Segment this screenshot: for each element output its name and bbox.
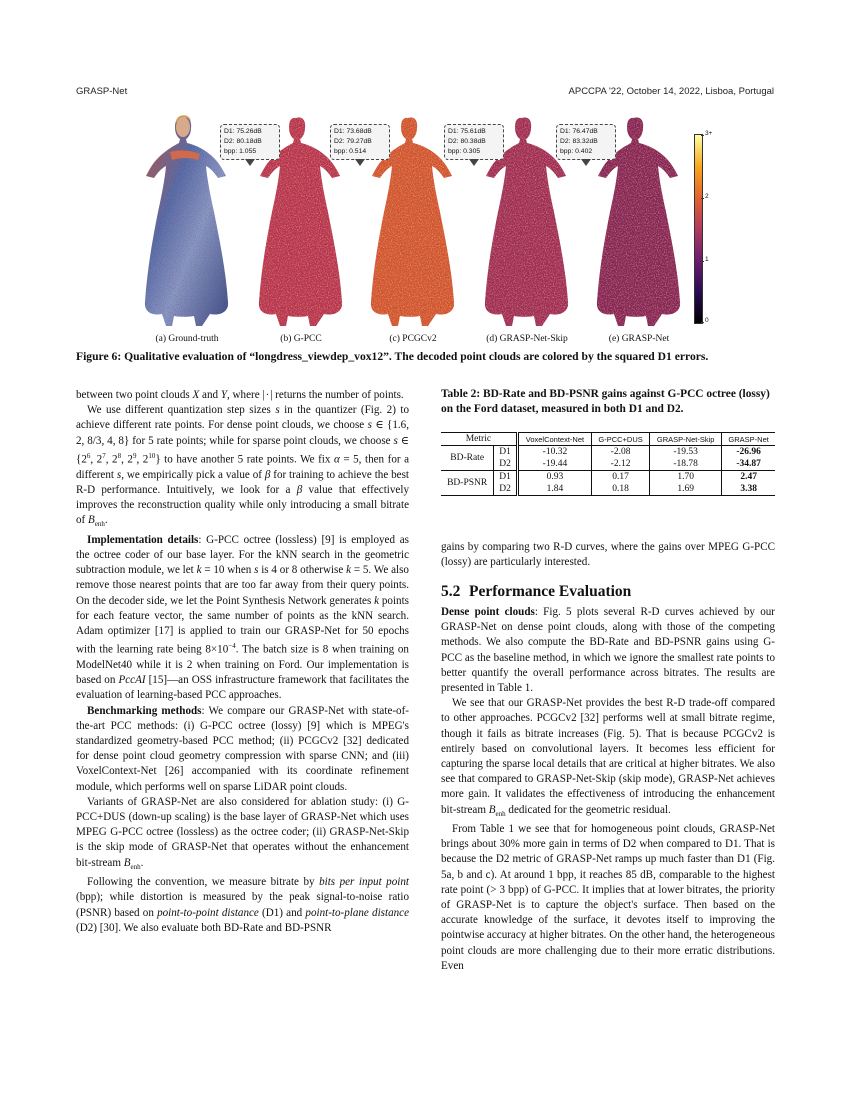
column-header: GRASP-Net xyxy=(722,433,775,446)
table-caption: Table 2: BD-Rate and BD-PSNR gains against G-PCC octree (lossy) on the Ford dataset, measured in both D1 and D2. xyxy=(441,388,770,415)
bd-gains-table xyxy=(441,432,775,496)
subcaption-e: (e) GRASP-Net xyxy=(608,334,670,344)
subcaption-b: (b) G-PCC xyxy=(280,334,322,344)
d2-value: D2: 83.32dB xyxy=(560,138,598,145)
table-cell: 0.17 xyxy=(592,471,650,484)
subcaption-c: (c) PCGCv2 xyxy=(389,334,437,344)
table-cell: 3.38 xyxy=(722,483,775,496)
bpp-value: bpp: 0.305 xyxy=(448,148,481,155)
figure-caption: Figure 6: Qualitative evaluation of “longdress_viewdep_vox12”. The decoded point clouds are colored by the squared D1 errors. xyxy=(76,350,709,363)
table-cell: -19.53 xyxy=(650,446,722,459)
right-column: Dense point clouds: Fig. 5 plots several R-D curves achieved by our GRASP-Net on dense point clouds, along with those of the competing methods. We also compute the BD-Rate and BD-PSNR gains using G-PCC as the baseline method, in which we ignore the smallest rate points to better quantify the overall performance across bitrates. The results are presented in Table 1. We see that our GRASP-Net provides the best R-D trade-off compared to other approaches. PCGCv2 [32] performs well at small bitrate regime, though it fails as bitrate increases (Fig. 5). That is because PCGCv2 is entirely based on convolutional layers. It becomes less efficient for capturing the sparse local details that are critical at higher bitrates. We also see that compared to GRASP-Net-Skip (skip mode), GRASP-Net achieves more gain. It validates the effectiveness of introducing the enhancement bit-stream $B_{enh}$ dedicated for the geometric residual. From Table 1 we see that for homogeneous point clouds, GRASP-Net brings about 30% more gain in terms of D2 when compared to D1. That is because the D2 metric of GRASP-Net ramps up much faster than D1 (Fig. 5a, b and c). At around 1 bpp, it reaches 85 dB, comparable to the highest rate point (> 3 bpp) of G-PCC. It implies that at lower bitrates, the priority of GRASP-Net is to capture the object's surface. Then based on the accurate knowledge of the surface, it devotes itself to improving the pointwise accuracy at higher bitrates. On the other hand, the heterogeneous point clouds are more challenging due to their more erratic distributions. Even xyxy=(441,606,775,972)
bpp-value: bpp: 0.402 xyxy=(560,148,593,155)
d2-value: D2: 79.27dB xyxy=(334,138,372,145)
section-heading xyxy=(441,583,631,601)
metrics-box-grasp-net-skip xyxy=(444,124,504,160)
table-cell: -10.32 xyxy=(517,446,591,459)
metrics-box-grasp-net xyxy=(556,124,616,160)
row-label: D2 xyxy=(494,483,517,496)
running-header-left: GRASP-Net xyxy=(76,86,128,97)
row-label: D1 xyxy=(494,446,517,459)
bpp-value: bpp: 1.055 xyxy=(224,148,257,155)
table-cell: -2.12 xyxy=(592,458,650,471)
table-cell: 1.69 xyxy=(650,483,722,496)
bpp-value: bpp: 0.514 xyxy=(334,148,367,155)
d2-value: D2: 80.18dB xyxy=(224,138,262,145)
table-cell: 2.47 xyxy=(722,471,775,484)
d1-value: D1: 75.26dB xyxy=(224,128,262,135)
d1-value: D1: 73.68dB xyxy=(334,128,372,135)
table-cell: -26.96 xyxy=(722,446,775,459)
group-label: BD-PSNR xyxy=(441,471,494,496)
row-label: D1 xyxy=(494,471,517,484)
right-column-top: gains by comparing two R-D curves, where the gains over MPEG G-PCC (lossy) are particularly interested. xyxy=(441,541,775,569)
subcaption-d: (d) GRASP-Net-Skip xyxy=(486,334,568,344)
table-cell: 0.18 xyxy=(592,483,650,496)
table-cell: 1.70 xyxy=(650,471,722,484)
d2-value: D2: 80.38dB xyxy=(448,138,486,145)
colorbar-tick: 1 xyxy=(705,256,709,263)
table-cell: -18.78 xyxy=(650,458,722,471)
error-colorbar xyxy=(694,134,703,324)
table-cell: -34.87 xyxy=(722,458,775,471)
table-cell: 0.93 xyxy=(517,471,591,484)
table-cell: 1.84 xyxy=(517,483,591,496)
metrics-box-gpcc xyxy=(220,124,280,160)
row-label: D2 xyxy=(494,458,517,471)
colorbar-tick: 3+ xyxy=(705,130,713,137)
column-header: VoxelContext-Net xyxy=(517,433,591,446)
group-label: BD-Rate xyxy=(441,446,494,471)
column-header: G-PCC+DUS xyxy=(592,433,650,446)
left-column: between two point clouds X and Y, where | · | returns the number of points. We use different quantization step sizes s in the quantizer (Fig. 2) to achieve different rate points. For dense point clouds, we choose s ∈ {1.6, 2, 8/3, 4, 8} for 5 rate points; while for sparse point clouds, we choose s ∈ {$2^6$, $2^7$, $2^8$, $2^9$, $2^{10}$} to have another 5 rate points. We fix α = 5, then for a different s, we empirically pick a value of β for training to achieve the best R-D performance. Intuitively, we look for a β value that effectively improves the reconstruction quality while only introducing a small bitrate of $B_{enh}$. Implementation details: G-PCC octree (lossless) [9] is employed as the octree coder of our base layer. For the kNN search in the geometric subtraction module, we let k = 10 when s is 4 or 8 otherwise k = 5. We also remove those nearest points that are too far away from their query points. On the decoder side, we let the Point Synthesis Network generates k points for each feature vector, the same number of points as the kNN search. Adam optimizer [17] is applied to train our GRASP-Net for 50 epochs with the learning rate being $8\times 10^{-4}$. The batch size is 8 when training on ModelNet40 while it is 2 when training on Ford. Our implementation is based on PccAI [15]—an OSS infrastructure framework that facilitates the evaluation of learning-based PCC approaches. Benchmarking methods: We compare our GRASP-Net with state-of-the-art PCC methods: (i) G-PCC octree (lossy) [9] which is MPEG's standardized geometry-based PCC method; (ii) PCGCv2 [32] dedicated for dense point cloud geometry compression with sparse CNN; and (iii) VoxelContext-Net [26] accompanied with its coordinate refinement module, which performs well on sparse LiDAR point clouds. Variants of GRASP-Net are also considered for ablation study: (i) G-PCC+DUS (down-up scaling) is the base layer of GRASP-Net which uses MPEG G-PCC octree (lossless) as the octree coder; (ii) GRASP-Net-Skip is the skip mode of GRASP-Net that operates without the enhancement bit-stream $B_{enh}$. Following the convention, we measure bitrate by bits per input point (bpp); while distortion is measured by the peak signal-to-noise ratio (PSNR) based on point-to-point distance (D1) and point-to-plane distance (D2) [30]. We also evaluate both BD-Rate and BD-PSNR xyxy=(76,389,410,934)
d1-value: D1: 76.47dB xyxy=(560,128,598,135)
section-title: Performance Evaluation xyxy=(469,583,632,600)
subcaption-a: (a) Ground-truth xyxy=(155,334,219,344)
column-header: GRASP-Net-Skip xyxy=(650,433,722,446)
colorbar-tick: 2 xyxy=(705,193,709,200)
table-cell: -2.08 xyxy=(592,446,650,459)
d1-value: D1: 75.61dB xyxy=(448,128,486,135)
figure-6 xyxy=(128,112,728,342)
metric-header: Metric xyxy=(441,433,517,446)
colorbar-tick: 0 xyxy=(705,317,709,324)
running-header-right: APCCPA '22, October 14, 2022, Lisboa, Portugal xyxy=(568,86,774,97)
section-number: 5.2 xyxy=(441,583,461,600)
table-cell: -19.44 xyxy=(517,458,591,471)
metrics-box-pcgcv2 xyxy=(330,124,390,160)
